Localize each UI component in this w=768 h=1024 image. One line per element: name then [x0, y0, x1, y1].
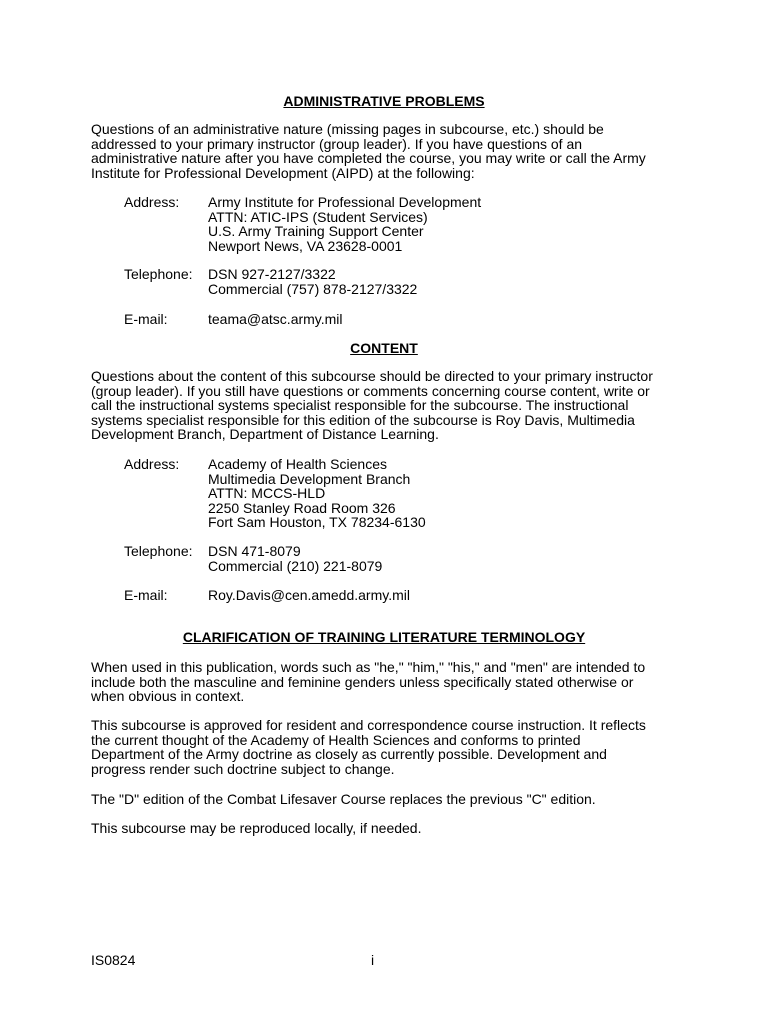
content-heading: CONTENT — [350, 340, 418, 356]
content-intro: Questions about the content of this subcourse should be directed to your primary instructor (group leader). If you still have questions or comments concerning course content, write or call the instructional systems specialist responsible for the subcourse. The instructional systems specialist responsible for this edition of the subcourse is Roy Davis, Multimedia Development Branch, Department of Distance Learning. — [91, 368, 653, 442]
content-address-label: Address: — [124, 456, 180, 472]
clarification-paragraph-4: This subcourse may be reproduced locally, if needed. — [91, 820, 422, 836]
admin-address-value: Army Institute for Professional Development ATTN: ATIC-IPS (Student Services) U.S. Army Training Support Center Newport News, VA 23628-0001 — [208, 194, 482, 254]
clarification-paragraph-2: This subcourse is approved for resident and correspondence course instruction. It reflects the current thought of the Academy of Health Sciences and conforms to printed Department of the Army doctrine as closely as currently possible. Development and progress render such doctrine subject to change. — [91, 717, 646, 777]
content-telephone-value: DSN 471-8079 Commercial (210) 221-8079 — [208, 543, 383, 574]
admin-email-value: teama@atsc.army.mil — [208, 311, 343, 327]
clarification-paragraph-3: The "D" edition of the Combat Lifesaver Course replaces the previous "C" edition. — [91, 791, 596, 807]
admin-telephone-label: Telephone: — [124, 266, 193, 282]
clarification-heading: CLARIFICATION OF TRAINING LITERATURE TERMINOLOGY — [182, 629, 586, 645]
clarification-paragraph-1: When used in this publication, words such as "he," "him," "his," and "men" are intended to include both the masculine and feminine genders unless specifically stated otherwise or when obvious in context. — [91, 659, 646, 704]
footer-doc-id: IS0824 — [91, 952, 136, 968]
content-email-value: Roy.Davis@cen.amedd.army.mil — [208, 587, 410, 603]
admin-intro: Questions of an administrative nature (missing pages in subcourse, etc.) should be addressed to your primary instructor (group leader). If you have questions of an administrative nature after you have completed the course, you may write or call the Army Institute for Professional Development (AIPD) at the following: — [91, 121, 646, 181]
content-telephone-label: Telephone: — [124, 543, 193, 559]
admin-telephone-value: DSN 927-2127/3322 Commercial (757) 878-2127/3322 — [208, 266, 418, 297]
footer-page-number: i — [371, 952, 375, 968]
admin-heading: ADMINISTRATIVE PROBLEMS — [283, 93, 485, 109]
admin-email-label: E-mail: — [124, 311, 168, 327]
content-address-value: Academy of Health Sciences Multimedia Development Branch ATTN: MCCS-HLD 2250 Stanley Road Room 326 Fort Sam Houston, TX 78234-6130 — [208, 456, 426, 530]
content-email-label: E-mail: — [124, 587, 168, 603]
admin-address-label: Address: — [124, 194, 180, 210]
